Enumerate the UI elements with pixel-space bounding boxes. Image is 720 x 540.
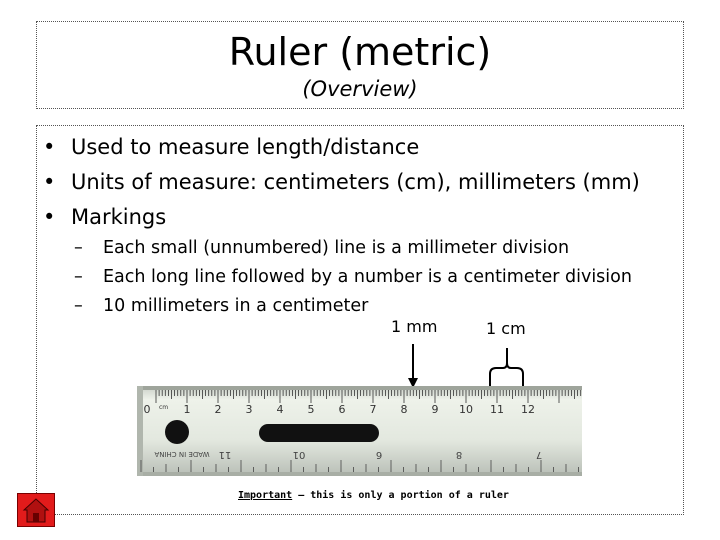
ruler-unit: cm xyxy=(159,404,169,411)
home-button[interactable] xyxy=(17,493,55,527)
note-text: – this is only a portion of a ruler xyxy=(292,490,509,501)
ruler-number: 3 xyxy=(245,403,253,416)
ruler-inch-number: 11 xyxy=(218,449,232,460)
bullet-text: Units of measure: centimeters (cm), millimeters (mm) xyxy=(71,170,640,194)
label-1cm: 1 cm xyxy=(486,319,526,338)
ruler-number: 9 xyxy=(431,403,439,416)
ruler-number: 8 xyxy=(400,403,408,416)
sub-bullet-marker: – xyxy=(74,296,83,316)
ruler-inch-number: 6 xyxy=(375,449,383,460)
bullet-text: Used to measure length/distance xyxy=(71,135,420,159)
ruler-number: 6 xyxy=(338,403,346,416)
bullet-marker: • xyxy=(43,205,56,229)
sub-bullet-text: Each long line followed by a number is a centimeter division xyxy=(103,267,632,287)
ruler-hole xyxy=(165,420,189,444)
ruler-number: 2 xyxy=(214,403,222,416)
ruler-inch-number: 01 xyxy=(292,449,306,460)
sub-bullet-text: Each small (unnumbered) line is a millimeter division xyxy=(103,238,570,258)
label-1mm: 1 mm xyxy=(391,317,438,336)
bullet-text: Markings xyxy=(71,205,167,229)
note-emphasis: Important xyxy=(238,490,293,501)
ruler-brand: WADE IN CHINA xyxy=(154,450,210,458)
slide-title: Ruler (metric) xyxy=(228,30,492,74)
sub-bullet-text: 10 millimeters in a centimeter xyxy=(103,296,369,316)
ruler-number: 7 xyxy=(369,403,377,416)
ruler-inch-number: 8 xyxy=(455,449,463,460)
slide-subtitle: (Overview) xyxy=(302,77,418,101)
sub-bullet-marker: – xyxy=(74,238,83,258)
ruler-note xyxy=(238,490,509,501)
ruler-number: 11 xyxy=(490,403,504,416)
cm-bracket xyxy=(490,348,523,386)
bullet-marker: • xyxy=(43,170,56,194)
ruler-number: 5 xyxy=(307,403,315,416)
ruler-number: 1 xyxy=(183,403,191,416)
mm-arrow xyxy=(408,344,418,388)
ruler-slot xyxy=(259,424,379,442)
ruler-photo xyxy=(137,386,582,476)
bullet-marker: • xyxy=(43,135,56,159)
ruler-number: 4 xyxy=(276,403,284,416)
ruler-number: 0 xyxy=(143,403,151,416)
home-icon xyxy=(18,494,54,526)
sub-bullet-marker: – xyxy=(74,267,83,287)
ruler-number: 12 xyxy=(521,403,535,416)
ruler-inch-number: 7 xyxy=(535,449,543,460)
ruler-number: 10 xyxy=(459,403,473,416)
